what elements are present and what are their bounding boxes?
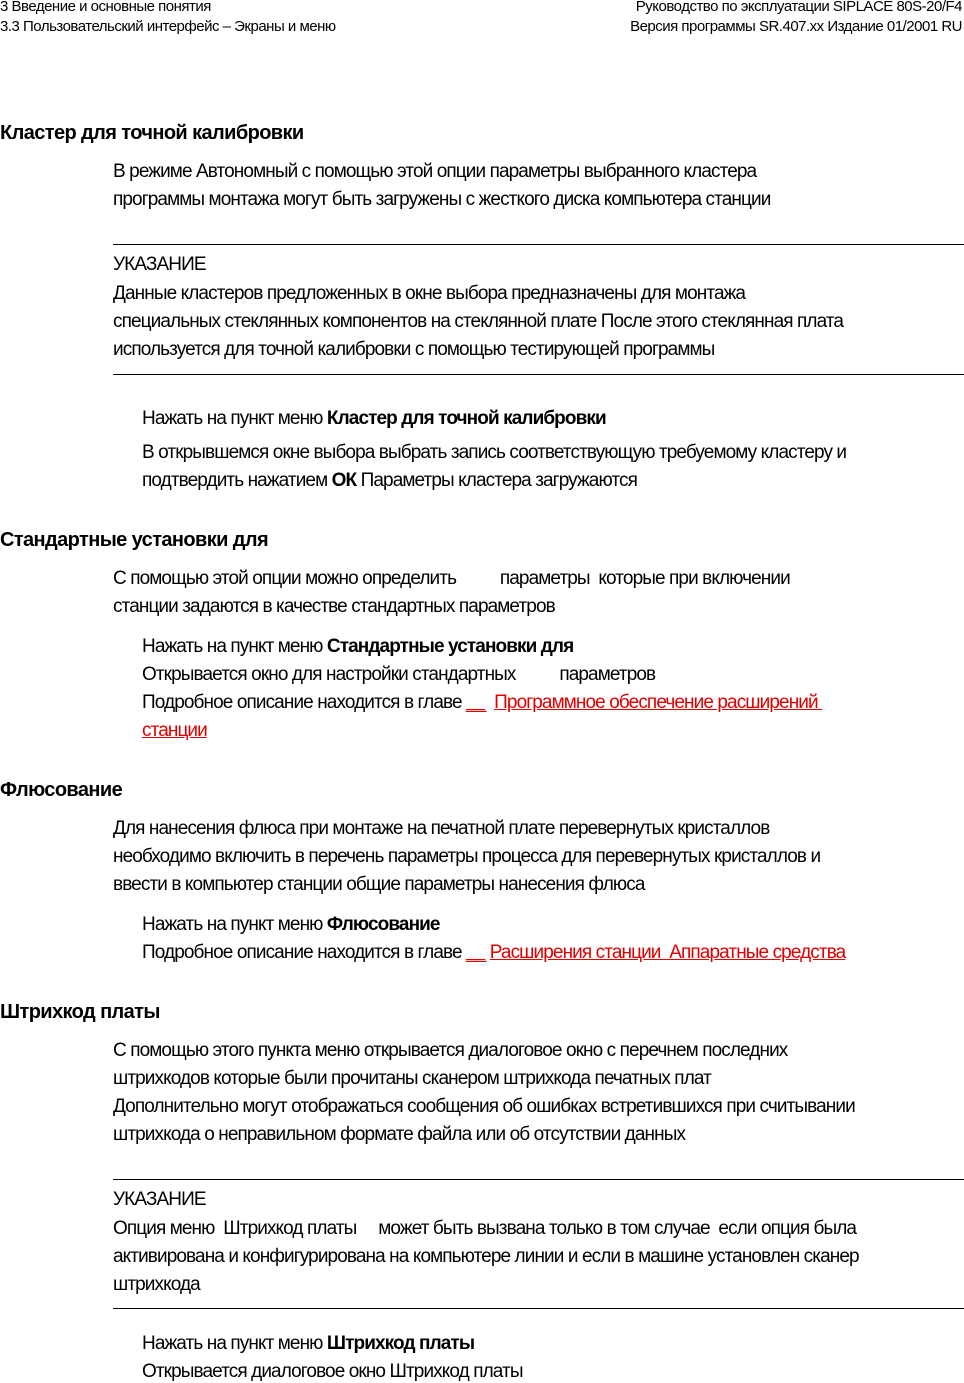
step-text: Нажать на пункт меню (142, 1333, 327, 1354)
header-manual: Руководство по эксплуатации SIPLACE 80S-20/F4 (635, 0, 962, 15)
step-text: Параметры кластера загружаются (356, 470, 637, 491)
link-gap[interactable]: __ (466, 692, 486, 713)
menu-item-ref: Штрихкод платы (326, 1333, 475, 1354)
menu-item-ref: Стандартные установки для (326, 636, 574, 657)
link-gap[interactable]: __ (466, 942, 486, 963)
step-text: Нажать на пункт меню (142, 408, 327, 429)
step-text: Нажать на пункт меню (142, 914, 327, 935)
reference-line (142, 691, 822, 715)
header-chapter: 3 Введение и основные понятия (0, 0, 211, 15)
step-text: Нажать на пункт меню (142, 636, 327, 657)
step-line (142, 407, 606, 431)
step-text: Подробное описание находится в главе (142, 692, 467, 713)
paragraph-line: С помощью этой опции можно определить параметры которые при включении (113, 568, 790, 589)
paragraph-line: штрихкодов которые были прочитаны сканером штрихкода печатных плат (113, 1068, 711, 1089)
note-line: специальных стеклянных компонентов на стеклянной плате После этого стеклянная плата (113, 311, 844, 332)
paragraph-line: Дополнительно могут отображаться сообщения об ошибках встретившихся при считывании (113, 1096, 855, 1117)
paragraph-line: штрихкода о неправильном формате файла или об отсутствии данных (113, 1124, 686, 1145)
step-line (142, 469, 637, 493)
paragraph-line: программы монтажа могут быть загружены с жесткого диска компьютера станции (113, 189, 771, 210)
divider (113, 1308, 964, 1309)
paragraph-line: В режиме Автономный с помощью этой опции параметры выбранного кластера (113, 161, 757, 182)
paragraph-line: С помощью этого пункта меню открывается диалоговое окно с перечнем последних (113, 1040, 788, 1061)
paragraph-line: ввести в компьютер станции общие параметры нанесения флюса (113, 874, 645, 895)
reference-line (142, 719, 207, 743)
step-line: В открывшемся окне выбора выбрать запись соответствующую требуемому кластеру и (142, 442, 847, 463)
divider (113, 1179, 964, 1180)
chapter-link[interactable]: станции (142, 720, 207, 741)
chapter-link[interactable]: Программное обеспечение расширений (494, 692, 823, 713)
paragraph-line: станции задаются в качестве стандартных параметров (113, 596, 555, 617)
chapter-link[interactable]: Расширения станции Аппаратные средства (489, 942, 846, 963)
paragraph-line: необходимо включить в перечень параметры процесса для перевернутых кристаллов и (113, 846, 821, 867)
step-line (142, 913, 440, 937)
note-line: Опция меню Штрихкод платы может быть вызвана только в том случае если опция была (113, 1218, 857, 1239)
note-line: используется для точной калибровки с помощью тестирующей программы (113, 339, 715, 360)
step-text: подтвердить нажатием (142, 470, 332, 491)
step-line (142, 635, 573, 659)
step-line: Открывается диалоговое окно Штрихкод платы (142, 1361, 523, 1382)
step-text: Подробное описание находится в главе (142, 942, 467, 963)
note-line: штрихкода (113, 1274, 200, 1295)
header-version: Версия программы SR.407.xx Издание 01/2001 RU (630, 18, 962, 35)
menu-item-ref: Флюсование (326, 914, 440, 935)
section-title: Кластер для точной калибровки (0, 122, 304, 144)
reference-line (142, 941, 845, 965)
ok-ref: ОК (331, 470, 357, 491)
note-line: активирована и конфигурирована на компьютере линии и если в машине установлен сканер (113, 1246, 859, 1267)
divider (113, 374, 964, 375)
note-line: Данные кластеров предложенных в окне выбора предназначены для монтажа (113, 283, 746, 304)
header-section: 3.3 Пользовательский интерфейс – Экраны и меню (0, 18, 336, 35)
paragraph-line: Для нанесения флюса при монтаже на печатной плате перевернутых кристаллов (113, 818, 770, 839)
note-label: УКАЗАНИЕ (113, 1189, 206, 1210)
step-line: Открывается окно для настройки стандартных параметров (142, 664, 656, 685)
section-title: Стандартные установки для (0, 529, 269, 551)
menu-item-ref: Кластер для точной калибровки (326, 408, 606, 429)
section-title: Штрихкод платы (0, 1001, 160, 1023)
divider (113, 244, 964, 245)
note-label: УКАЗАНИЕ (113, 254, 206, 275)
step-line (142, 1332, 474, 1356)
section-title: Флюсование (0, 779, 123, 801)
